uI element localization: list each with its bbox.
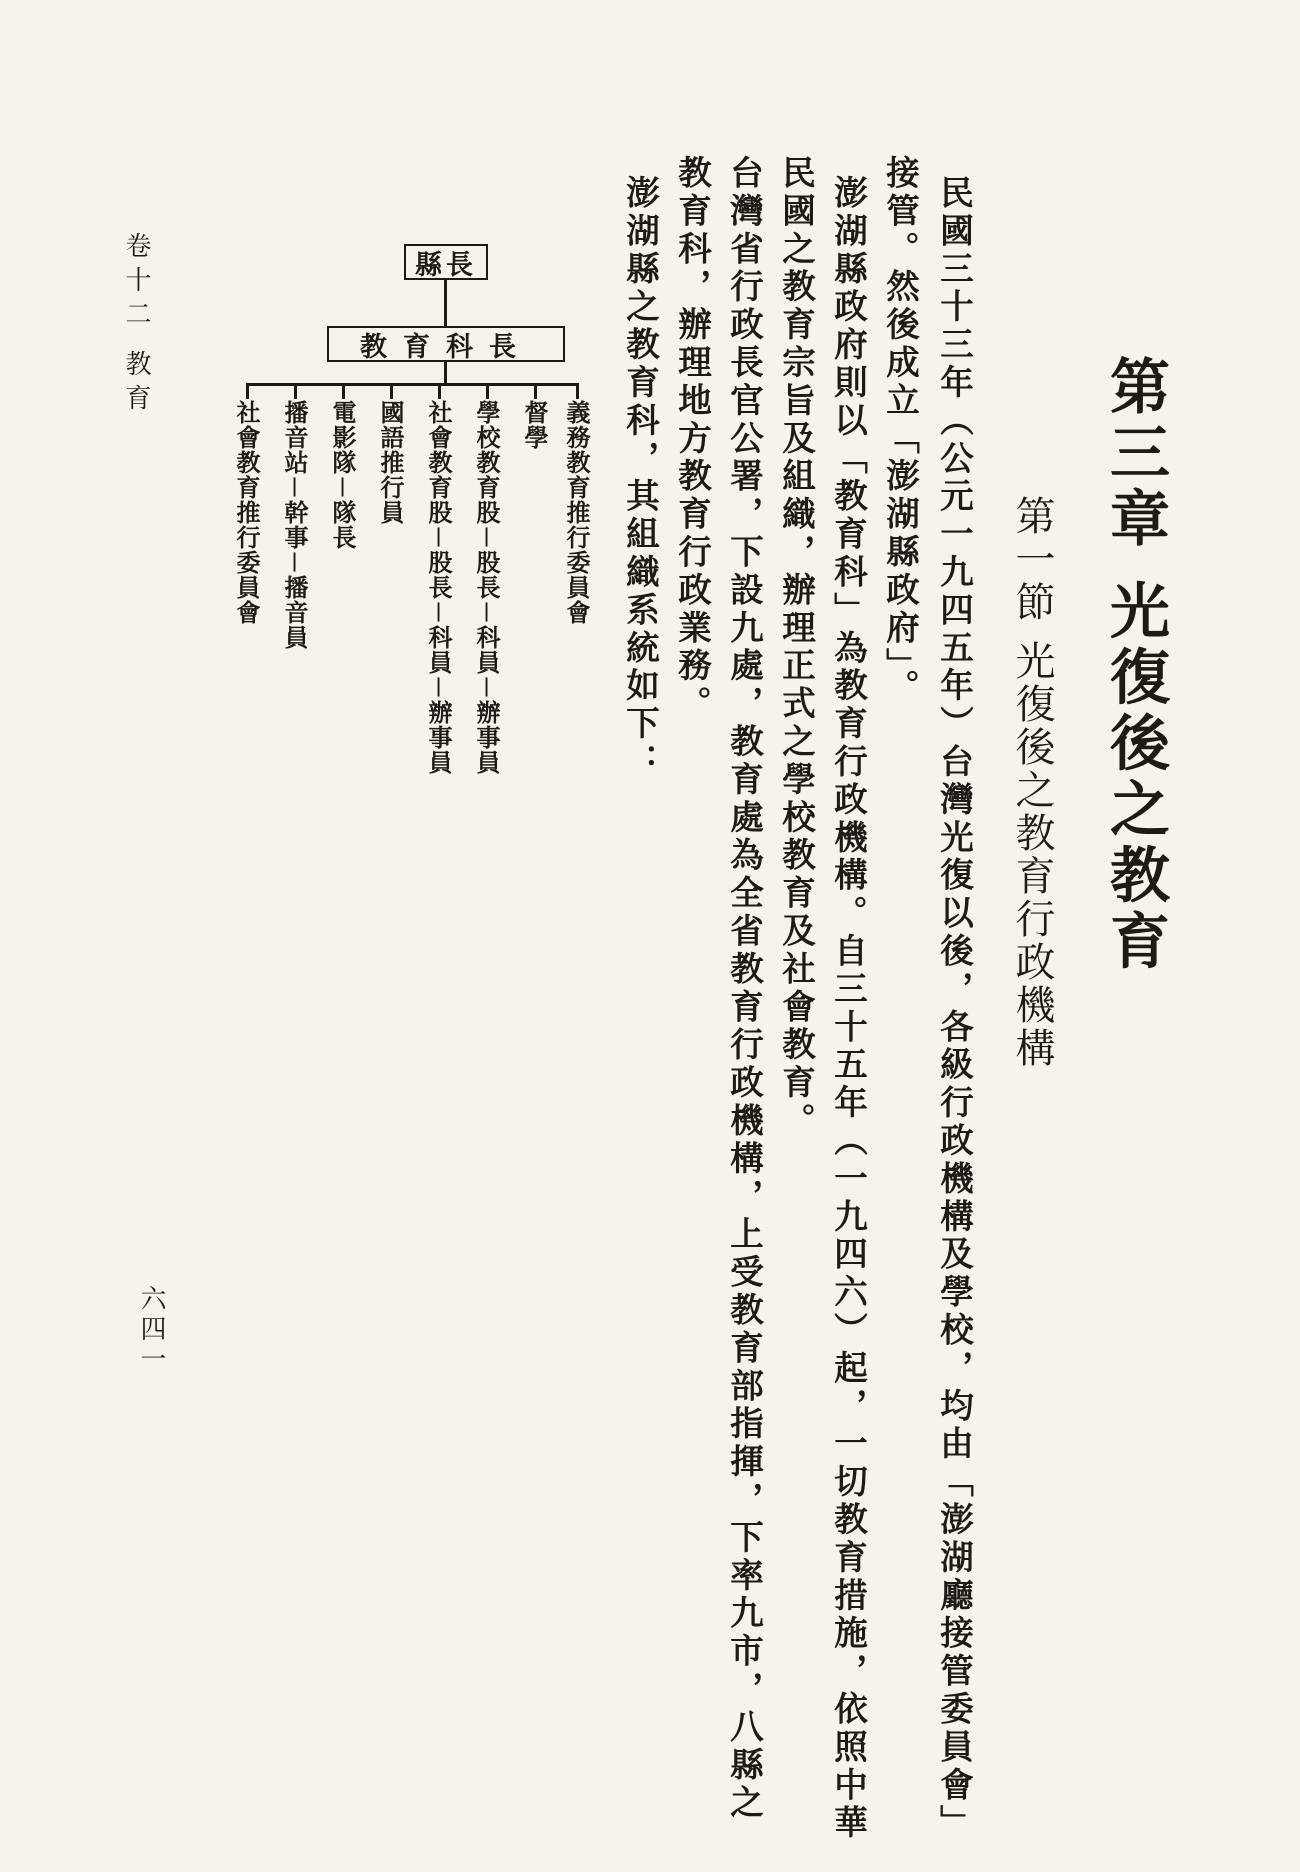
org-chart-top-box <box>404 244 488 280</box>
org-branch-drop <box>438 383 441 399</box>
org-connector-middle <box>444 362 447 384</box>
org-branch-drop <box>294 383 297 399</box>
org-branch-label: 電影隊－隊長 <box>328 400 357 550</box>
org-branch-label: 督學 <box>520 400 549 450</box>
body-column-6: 教育科，辦理地方教育行政業務。 <box>672 155 712 724</box>
org-branch-drop <box>342 383 345 399</box>
org-branch-drop <box>486 383 489 399</box>
org-branch-drop <box>576 383 579 399</box>
org-branch-label: 國語推行員 <box>376 400 405 525</box>
org-branch-label: 義務教育推行委員會 <box>562 400 591 625</box>
margin-label: 卷十二 教育 <box>121 232 151 419</box>
section-title: 第一節 光復後之教育行政機構 <box>1009 495 1055 1070</box>
body-column-1: 民國三十三年（公元一九四五年）台灣光復以後，各級行政機構及學校，均由「澎湖廳接管委員會」 <box>934 175 974 1843</box>
org-chart-middle-label: 教育科長 <box>360 331 532 363</box>
org-branch-label: 社會教育推行委員會 <box>232 400 261 625</box>
org-branch-label: 學校教育股－股長－科員－辦事員 <box>472 400 501 775</box>
org-chart-middle-box <box>327 326 565 362</box>
body-column-4: 民國之教育宗旨及組織，辦理正式之學校教育及社會教育。 <box>776 155 816 1141</box>
org-branch-drop <box>246 383 249 399</box>
org-connector-top <box>444 280 447 328</box>
body-column-7: 澎湖縣之教育科，其組織系統如下： <box>620 175 660 782</box>
org-branch-drop <box>390 383 393 399</box>
page-number: 六四一 <box>136 1285 166 1375</box>
org-branch-label: 社會教育股－股長－科員－辦事員 <box>424 400 453 775</box>
body-column-5: 台灣省行政長官公署，下設九處，教育處為全省教育行政機構，上受教育部指揮，下率九市，八縣之 <box>724 155 764 1823</box>
chapter-title: 第三章 光復後之教育 <box>1100 355 1170 976</box>
org-branch-label: 播音站－幹事－播音員 <box>280 400 309 650</box>
body-column-2: 接管。然後成立「澎湖縣政府」。 <box>880 155 920 707</box>
body-column-3: 澎湖縣政府則以「教育科」為教育行政機構。自三十五年（一九四六）起，一切教育措施，依照中華 <box>828 175 868 1843</box>
org-chart-top-label: 縣長 <box>415 249 477 281</box>
org-branch-drop <box>534 383 537 399</box>
